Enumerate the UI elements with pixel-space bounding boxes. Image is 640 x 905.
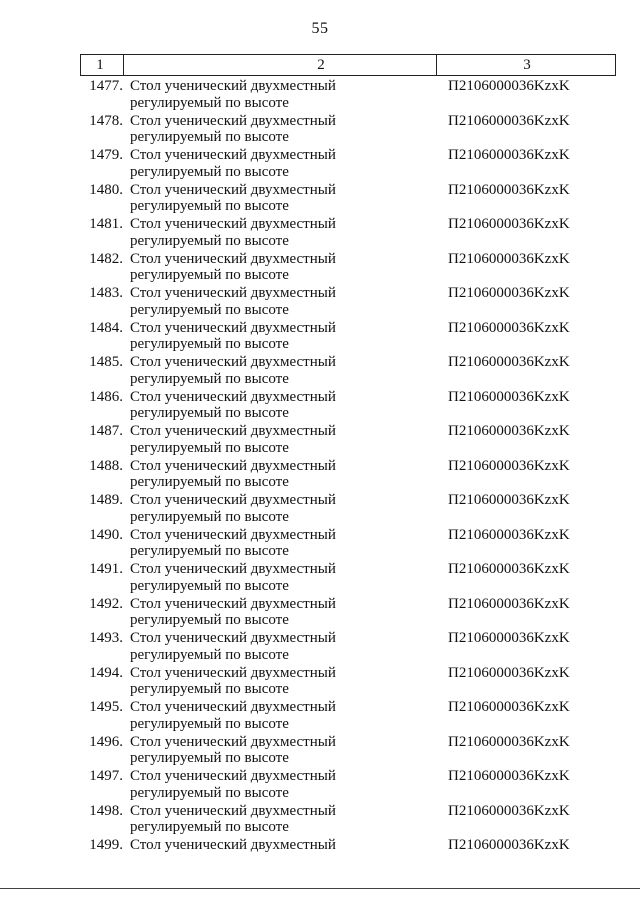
item-name-line-2: регулируемый по высоте <box>130 577 289 594</box>
item-name-line-2: регулируемый по высоте <box>130 198 289 214</box>
table-row <box>80 352 616 387</box>
table-row <box>80 628 616 663</box>
table-header <box>80 54 616 76</box>
item-name-line-2: регулируемый по высоте <box>130 508 289 525</box>
item-name <box>130 630 430 663</box>
item-name <box>130 837 430 854</box>
item-name-line-2: регулируемый по высоте <box>130 267 289 283</box>
row-number: 1480. <box>89 181 123 198</box>
item-name <box>130 561 430 594</box>
items-table <box>80 54 616 870</box>
table-row <box>80 663 616 698</box>
item-name-line-1: Стол ученический двухместный <box>130 319 336 336</box>
item-name-line-1: Стол ученический двухместный <box>130 595 336 612</box>
item-code: П2106000036KzxK <box>448 216 570 232</box>
row-number: 1494. <box>89 664 123 681</box>
table-row <box>80 421 616 456</box>
item-name-line-1: Стол ученический двухместный <box>130 492 336 508</box>
row-number: 1482. <box>89 250 123 267</box>
item-name-line-2: регулируемый по высоте <box>130 681 289 697</box>
row-number: 1479. <box>89 147 123 163</box>
item-name-line-1: Стол ученический двухместный <box>130 423 336 439</box>
item-name <box>130 768 430 801</box>
table-row <box>80 801 616 836</box>
item-name-line-2: регулируемый по высоте <box>130 232 289 249</box>
item-name-line-2: регулируемый по высоте <box>130 301 289 318</box>
header-col-1: 1 <box>96 57 104 73</box>
item-name-line-2: регулируемый по высоте <box>130 94 289 111</box>
item-name-line-1: Стол ученический двухместный <box>130 768 336 784</box>
item-name <box>130 354 430 387</box>
item-name-line-2: регулируемый по высоте <box>130 784 289 801</box>
item-name <box>130 216 430 249</box>
row-number: 1492. <box>89 595 123 612</box>
table-row <box>80 214 616 249</box>
item-name <box>130 527 430 560</box>
item-name-line-1: Стол ученический двухместный <box>130 802 336 819</box>
item-code: П2106000036KzxK <box>448 802 570 819</box>
item-code: П2106000036KzxK <box>448 837 570 853</box>
item-name-line-1: Стол ученический двухместный <box>130 457 336 474</box>
item-name-line-1: Стол ученический двухместный <box>130 181 336 198</box>
item-name-line-2: регулируемый по высоте <box>130 612 289 628</box>
item-code: П2106000036KzxK <box>448 78 570 94</box>
item-name <box>130 596 430 629</box>
item-name-line-2: регулируемый по высоте <box>130 474 289 490</box>
item-name-line-2: регулируемый по высоте <box>130 439 289 456</box>
item-name <box>130 182 430 215</box>
item-name-line-2: регулируемый по высоте <box>130 336 289 352</box>
item-name-line-2: регулируемый по высоте <box>130 129 289 145</box>
item-name <box>130 251 430 284</box>
item-name-line-1: Стол ученический двухместный <box>130 699 336 715</box>
item-code: П2106000036KzxK <box>448 664 570 681</box>
item-code: П2106000036KzxK <box>448 319 570 336</box>
row-number: 1497. <box>89 768 123 784</box>
item-code: П2106000036KzxK <box>448 147 570 163</box>
item-name <box>130 734 430 767</box>
row-number: 1481. <box>89 216 123 232</box>
item-name-line-1: Стол ученический двухместный <box>130 630 336 646</box>
item-code: П2106000036KzxK <box>448 526 570 543</box>
table-row <box>80 283 616 318</box>
row-number: 1487. <box>89 423 123 439</box>
item-name-line-2: регулируемый по высоте <box>130 646 289 663</box>
item-name-line-1: Стол ученический двухместный <box>130 78 336 94</box>
bottom-rule <box>0 888 640 889</box>
item-name-line-1: Стол ученический двухместный <box>130 837 336 853</box>
item-name-line-2: регулируемый по высоте <box>130 543 289 559</box>
item-name-line-1: Стол ученический двухместный <box>130 561 336 577</box>
item-code: П2106000036KzxK <box>448 699 570 715</box>
row-number: 1483. <box>89 285 123 301</box>
row-number: 1488. <box>89 457 123 474</box>
item-name-line-1: Стол ученический двухместный <box>130 664 336 681</box>
item-name <box>130 423 430 456</box>
row-number: 1491. <box>89 561 123 577</box>
item-name-line-2: регулируемый по высоте <box>130 715 289 732</box>
table-row <box>80 732 616 767</box>
row-number: 1477. <box>89 78 123 94</box>
table-row <box>80 766 616 801</box>
item-name <box>130 699 430 732</box>
item-name-line-1: Стол ученический двухместный <box>130 733 336 750</box>
row-number: 1489. <box>89 492 123 508</box>
item-name-line-2: регулируемый по высоте <box>130 819 289 835</box>
item-name-line-1: Стол ученический двухместный <box>130 526 336 543</box>
header-col-2: 2 <box>317 57 325 73</box>
item-name <box>130 458 430 491</box>
item-code: П2106000036KzxK <box>448 561 570 577</box>
table-row <box>80 559 616 594</box>
table-row <box>80 490 616 525</box>
item-code: П2106000036KzxK <box>448 388 570 405</box>
table-row <box>80 111 616 146</box>
table-row <box>80 249 616 284</box>
item-name <box>130 147 430 180</box>
table-row <box>80 594 616 629</box>
item-name <box>130 285 430 318</box>
item-name-line-2: регулируемый по высоте <box>130 405 289 421</box>
table-row <box>80 697 616 732</box>
item-code: П2106000036KzxK <box>448 354 570 370</box>
column-divider <box>123 55 124 75</box>
table-row <box>80 76 616 111</box>
table-row <box>80 835 616 870</box>
item-name <box>130 803 430 836</box>
table-body <box>80 76 616 870</box>
item-code: П2106000036KzxK <box>448 250 570 267</box>
item-name <box>130 389 430 422</box>
row-number: 1490. <box>89 526 123 543</box>
item-code: П2106000036KzxK <box>448 630 570 646</box>
item-name <box>130 113 430 146</box>
item-code: П2106000036KzxK <box>448 285 570 301</box>
item-name-line-1: Стол ученический двухместный <box>130 388 336 405</box>
table-row <box>80 525 616 560</box>
row-number: 1486. <box>89 388 123 405</box>
item-name-line-1: Стол ученический двухместный <box>130 112 336 129</box>
table-row <box>80 318 616 353</box>
row-number: 1485. <box>89 354 123 370</box>
page-number: 55 <box>311 20 329 37</box>
item-name-line-1: Стол ученический двухместный <box>130 285 336 301</box>
row-number: 1484. <box>89 319 123 336</box>
item-name-line-2: регулируемый по высоте <box>130 750 289 766</box>
row-number: 1478. <box>89 112 123 129</box>
item-name <box>130 320 430 353</box>
item-code: П2106000036KzxK <box>448 457 570 474</box>
row-number: 1495. <box>89 699 123 715</box>
item-code: П2106000036KzxK <box>448 492 570 508</box>
item-name-line-1: Стол ученический двухместный <box>130 147 336 163</box>
table-row <box>80 387 616 422</box>
item-code: П2106000036KzxK <box>448 768 570 784</box>
item-name-line-2: регулируемый по высоте <box>130 370 289 387</box>
item-code: П2106000036KzxK <box>448 595 570 612</box>
item-name-line-1: Стол ученический двухместный <box>130 216 336 232</box>
item-name-line-1: Стол ученический двухместный <box>130 354 336 370</box>
header-col-3: 3 <box>523 57 531 73</box>
item-name <box>130 665 430 698</box>
item-code: П2106000036KzxK <box>448 181 570 198</box>
item-name <box>130 78 430 111</box>
item-code: П2106000036KzxK <box>448 423 570 439</box>
item-code: П2106000036KzxK <box>448 733 570 750</box>
item-code: П2106000036KzxK <box>448 112 570 129</box>
item-name-line-1: Стол ученический двухместный <box>130 250 336 267</box>
row-number: 1493. <box>89 630 123 646</box>
item-name-line-2: регулируемый по высоте <box>130 163 289 180</box>
table-row <box>80 180 616 215</box>
table-row <box>80 145 616 180</box>
item-name <box>130 492 430 525</box>
row-number: 1496. <box>89 733 123 750</box>
table-row <box>80 456 616 491</box>
row-number: 1498. <box>89 802 123 819</box>
row-number: 1499. <box>89 837 123 853</box>
